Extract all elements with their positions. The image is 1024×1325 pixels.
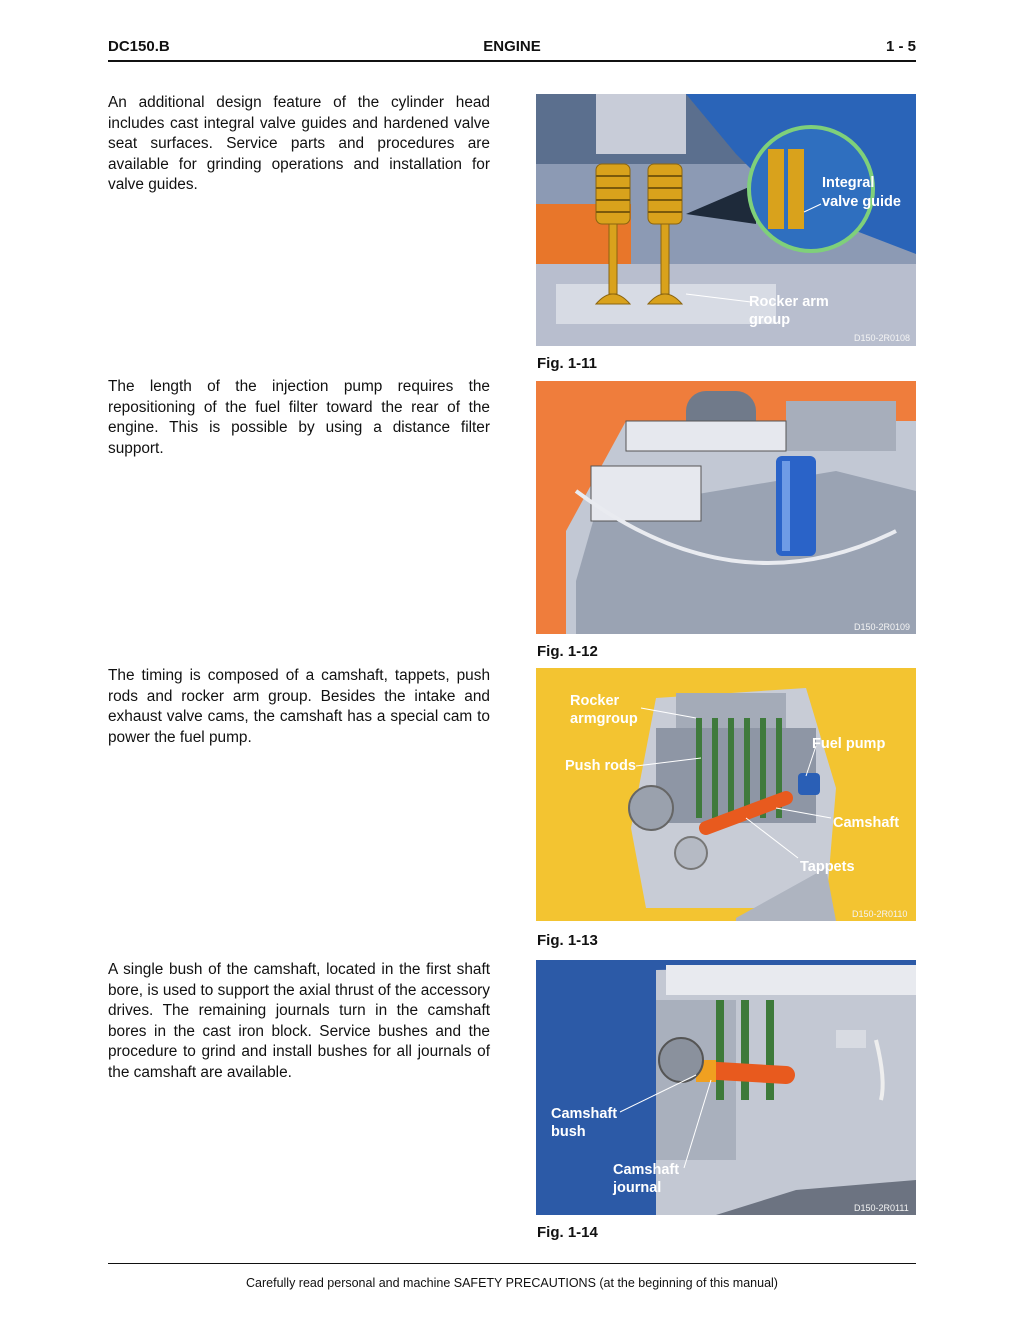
section-title: ENGINE bbox=[483, 38, 541, 55]
caption-fig-1-12: Fig. 1-12 bbox=[537, 643, 598, 660]
label-journal-2: journal bbox=[613, 1180, 662, 1196]
figure-code: D150-2R0108 bbox=[854, 333, 911, 343]
label-bush-2: bush bbox=[551, 1124, 586, 1140]
label-fuel-pump: Fuel pump bbox=[812, 736, 886, 752]
label-tappets: Tappets bbox=[800, 859, 855, 875]
label-journal-1: Camshaft bbox=[613, 1162, 680, 1178]
page-number: 1 - 5 bbox=[885, 38, 916, 55]
figure-code: D150-2R0110 bbox=[852, 909, 908, 919]
label-integral-2: valve guide bbox=[822, 194, 901, 210]
figure-code: D150-2R0109 bbox=[854, 622, 911, 632]
footer-divider bbox=[108, 1263, 916, 1264]
label-rocker-2: group bbox=[749, 312, 791, 328]
label-integral-1: Integral bbox=[822, 175, 875, 191]
document-code: DC150.B bbox=[108, 38, 170, 55]
page-header bbox=[108, 36, 916, 62]
paragraph-timing: The timing is composed of a camshaft, tappets, push rods and rocker arm group. Besides the intake and exhaust valve cams, the camshaft has a special cam to power the fuel pump. bbox=[108, 667, 490, 746]
figure-1-11-image bbox=[536, 94, 916, 346]
caption-fig-1-14: Fig. 1-14 bbox=[537, 1224, 598, 1241]
paragraph-fuel-filter: The length of the injection pump requires the repositioning of the fuel filter toward the rear of the engine. This is possible by using a distance filter support. bbox=[108, 378, 490, 457]
label-rocker-1: Rocker bbox=[570, 693, 620, 709]
footer-safety-note: Carefully read personal and machine SAFETY PRECAUTIONS (at the beginning of this manual) bbox=[246, 1276, 778, 1290]
label-rocker-2: armgroup bbox=[570, 711, 638, 727]
figure-1-13-image bbox=[536, 668, 916, 921]
paragraph-valve-guides: An additional design feature of the cylinder head includes cast integral valve guides and hardened valve seat surfaces. Service parts and procedures are available for grinding operations and installation for valve guides. bbox=[108, 94, 490, 193]
caption-fig-1-11: Fig. 1-11 bbox=[537, 355, 598, 372]
figure-code: D150-2R0111 bbox=[854, 1203, 909, 1213]
paragraph-camshaft-bush: A single bush of the camshaft, located in the first shaft bore, is used to support the axial thrust of the accessory drives. The remaining journals turn in the camshaft bores in the cast iron block. Service bushes and the procedure to grind and install bushes for all journals of the camshaft are available. bbox=[108, 961, 490, 1081]
caption-fig-1-13: Fig. 1-13 bbox=[537, 932, 598, 949]
label-camshaft: Camshaft bbox=[833, 815, 900, 831]
figure-1-14-image bbox=[536, 960, 916, 1215]
label-rocker-1: Rocker arm bbox=[749, 294, 829, 310]
label-push-rods: Push rods bbox=[565, 758, 636, 774]
figure-1-12-image bbox=[536, 381, 916, 634]
label-bush-1: Camshaft bbox=[551, 1106, 618, 1122]
